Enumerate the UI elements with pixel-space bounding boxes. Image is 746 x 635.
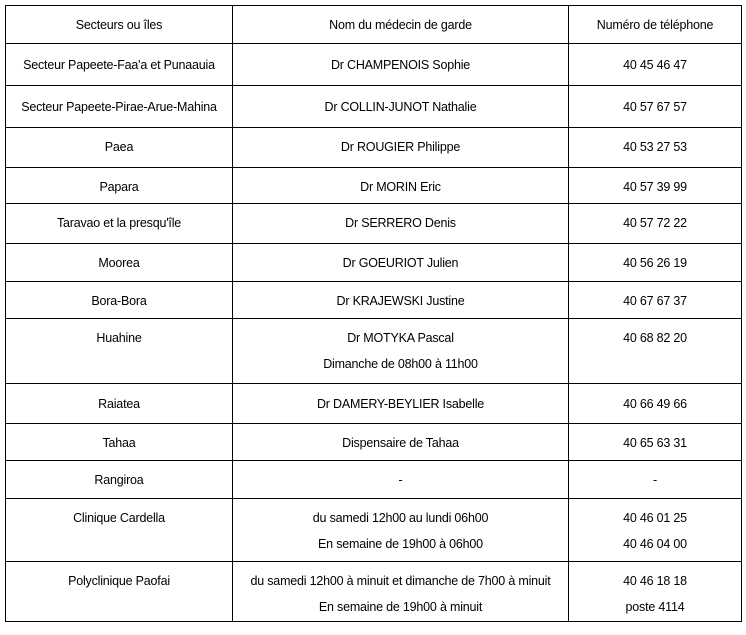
- doctor-name: Dr MOTYKA Pascal: [347, 331, 454, 345]
- sector-cell: [6, 244, 233, 282]
- sector-name: Papara: [99, 180, 139, 194]
- doctor-cell: [233, 461, 569, 499]
- doctor-name: -: [398, 473, 403, 487]
- sector-cell: [6, 384, 233, 424]
- table-row: [6, 424, 742, 461]
- doctor-name: Dr COLLIN-JUNOT Nathalie: [324, 100, 477, 114]
- sector-name: Polyclinique Paofai: [68, 574, 170, 588]
- phone-number: 40 65 63 31: [623, 436, 687, 450]
- table-row: [6, 384, 742, 424]
- phone-number: 40 45 46 47: [623, 58, 687, 72]
- sector-cell: [6, 86, 233, 128]
- table-row: [6, 244, 742, 282]
- sector-cell: [6, 461, 233, 499]
- phone-cell: [569, 204, 742, 244]
- table-row: [6, 282, 742, 319]
- availability-note: Dimanche de 08h00 à 11h00: [323, 357, 478, 371]
- phone-number: 40 68 82 20: [623, 331, 687, 345]
- phone-cell: [569, 244, 742, 282]
- phone-extension: poste 4114: [625, 600, 685, 614]
- header-phone-label: Numéro de téléphone: [596, 18, 714, 32]
- phone-cell: [569, 461, 742, 499]
- doctor-name: Dr KRAJEWSKI Justine: [336, 294, 465, 308]
- doctor-name: Dr MORIN Eric: [360, 180, 441, 194]
- sector-cell: [6, 128, 233, 168]
- doctor-cell: [233, 168, 569, 204]
- phone-number: 40 46 01 25: [623, 511, 687, 525]
- phone-cell: [569, 384, 742, 424]
- doctor-cell: [233, 86, 569, 128]
- doctor-cell: [233, 562, 569, 622]
- sector-name: Paea: [104, 140, 134, 154]
- sector-cell: [6, 168, 233, 204]
- phone-number: 40 66 49 66: [623, 397, 687, 411]
- phone-number: 40 46 18 18: [623, 574, 687, 588]
- phone-cell: [569, 128, 742, 168]
- header-sector: [6, 6, 233, 44]
- phone-cell: [569, 44, 742, 86]
- table-row: [6, 204, 742, 244]
- phone-cell: [569, 424, 742, 461]
- header-phone: [569, 6, 742, 44]
- phone-number: 40 56 26 19: [623, 256, 687, 270]
- phone-cell: [569, 86, 742, 128]
- sector-cell: [6, 282, 233, 319]
- doctor-cell: [233, 128, 569, 168]
- phone-cell: [569, 319, 742, 384]
- table-row: [6, 319, 742, 384]
- phone-number: 40 53 27 53: [623, 140, 687, 154]
- phone-cell: [569, 282, 742, 319]
- doctor-cell: [233, 204, 569, 244]
- phone-cell: [569, 499, 742, 562]
- table-row: [6, 562, 742, 622]
- sector-cell: [6, 562, 233, 622]
- doctor-cell: [233, 499, 569, 562]
- doctor-cell: [233, 319, 569, 384]
- phone-number: 40 57 72 22: [623, 216, 687, 230]
- doctor-name: Dr ROUGIER Philippe: [340, 140, 461, 154]
- doctor-name: Dr CHAMPENOIS Sophie: [330, 58, 471, 72]
- phone-number: -: [653, 473, 657, 487]
- sector-name: Huahine: [96, 331, 142, 345]
- phone-cell: [569, 562, 742, 622]
- on-call-doctors-table: [5, 5, 742, 622]
- sector-name: Secteur Papeete-Pirae-Arue-Mahina: [21, 100, 217, 114]
- table-row: [6, 499, 742, 562]
- sector-name: Moorea: [98, 256, 140, 270]
- sector-name: Secteur Papeete-Faa'a et Punaauia: [23, 58, 215, 72]
- phone-number: 40 67 67 37: [623, 294, 687, 308]
- header-doctor: [233, 6, 569, 44]
- sector-name: Rangiroa: [94, 473, 144, 487]
- sector-name: Taravao et la presqu'île: [56, 216, 182, 230]
- table-row: [6, 461, 742, 499]
- sector-cell: [6, 44, 233, 86]
- header-doctor-label: Nom du médecin de garde: [329, 18, 472, 32]
- sector-cell: [6, 319, 233, 384]
- doctor-cell: [233, 44, 569, 86]
- phone-number: 40 57 39 99: [623, 180, 687, 194]
- sector-name: Raiatea: [98, 397, 140, 411]
- phone-number: 40 57 67 57: [623, 100, 687, 114]
- schedule-weekday: En semaine de 19h00 à minuit: [318, 600, 483, 614]
- sector-cell: [6, 499, 233, 562]
- table-row: [6, 128, 742, 168]
- sector-name: Clinique Cardella: [73, 511, 165, 525]
- phone-number: 40 46 04 00: [623, 537, 687, 551]
- header-row: [6, 6, 742, 44]
- doctor-name: Dr SERRERO Denis: [345, 216, 456, 230]
- phone-cell: [569, 168, 742, 204]
- doctor-name: Dr DAMERY-BEYLIER Isabelle: [316, 397, 485, 411]
- table-row: [6, 86, 742, 128]
- table-row: [6, 44, 742, 86]
- header-sector-label: Secteurs ou îles: [75, 18, 163, 32]
- doctor-cell: [233, 384, 569, 424]
- schedule-weekend: du samedi 12h00 à minuit et dimanche de 7h00 à minuit: [250, 574, 551, 588]
- doctor-cell: [233, 244, 569, 282]
- sector-name: Bora-Bora: [91, 294, 147, 308]
- schedule-weekend: du samedi 12h00 au lundi 06h00: [312, 511, 489, 525]
- doctor-cell: [233, 424, 569, 461]
- doctor-name: Dispensaire de Tahaa: [342, 436, 459, 450]
- doctor-name: Dr GOEURIOT Julien: [342, 256, 459, 270]
- sector-cell: [6, 424, 233, 461]
- schedule-weekday: En semaine de 19h00 à 06h00: [318, 537, 483, 551]
- table-row: [6, 168, 742, 204]
- sector-name: Tahaa: [102, 436, 136, 450]
- sector-cell: [6, 204, 233, 244]
- doctor-cell: [233, 282, 569, 319]
